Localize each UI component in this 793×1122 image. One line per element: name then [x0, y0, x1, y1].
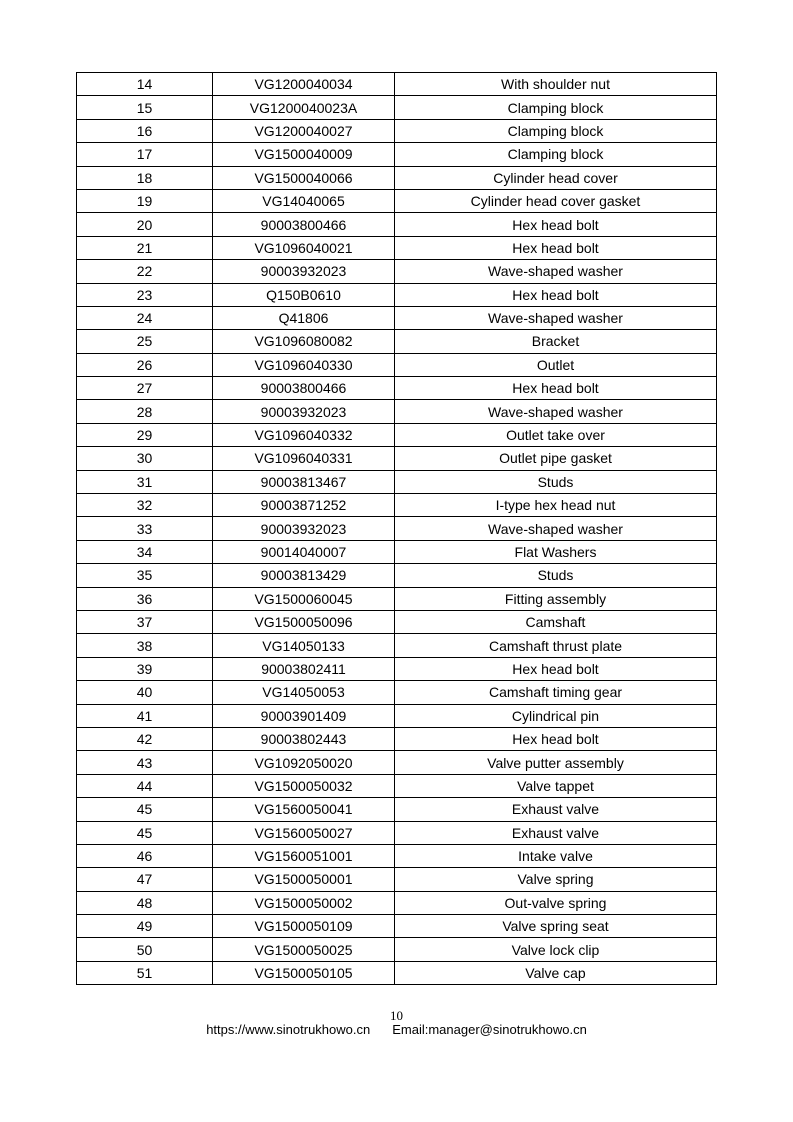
part-number-cell: 30: [77, 447, 213, 470]
part-number-cell: 18: [77, 166, 213, 189]
part-name-cell: Camshaft timing gear: [395, 681, 717, 704]
part-number-cell: 22: [77, 260, 213, 283]
table-row: [77, 961, 717, 984]
part-number-cell: 19: [77, 189, 213, 212]
part-number-cell: 47: [77, 868, 213, 891]
part-number-cell: 26: [77, 353, 213, 376]
part-code-cell: Q150B0610: [213, 283, 395, 306]
part-number-cell: 44: [77, 774, 213, 797]
part-code-cell: 90003932023: [213, 260, 395, 283]
part-number-cell: 14: [77, 73, 213, 96]
table-row: [77, 400, 717, 423]
table-row: [77, 681, 717, 704]
part-name-cell: Wave-shaped washer: [395, 400, 717, 423]
part-code-cell: VG1500050109: [213, 915, 395, 938]
table-row: [77, 494, 717, 517]
part-name-cell: Bracket: [395, 330, 717, 353]
part-code-cell: VG1500060045: [213, 587, 395, 610]
part-name-cell: Clamping block: [395, 143, 717, 166]
website-link[interactable]: https://www.sinotrukhowo.cn: [206, 1022, 371, 1037]
table-row: [77, 260, 717, 283]
part-code-cell: VG1560050027: [213, 821, 395, 844]
part-number-cell: 23: [77, 283, 213, 306]
part-number-cell: 51: [77, 961, 213, 984]
part-code-cell: VG1500050001: [213, 868, 395, 891]
part-number-cell: 49: [77, 915, 213, 938]
part-name-cell: Cylinder head cover: [395, 166, 717, 189]
table-row: [77, 353, 717, 376]
part-number-cell: 45: [77, 798, 213, 821]
part-number-cell: 45: [77, 821, 213, 844]
table-row: [77, 96, 717, 119]
table-row: [77, 517, 717, 540]
table-row: [77, 306, 717, 329]
part-name-cell: Valve lock clip: [395, 938, 717, 961]
part-name-cell: Studs: [395, 470, 717, 493]
part-code-cell: VG1500050096: [213, 610, 395, 633]
table-row: [77, 377, 717, 400]
part-number-cell: 35: [77, 564, 213, 587]
part-name-cell: Valve spring: [395, 868, 717, 891]
part-name-cell: Hex head bolt: [395, 213, 717, 236]
part-code-cell: VG14050053: [213, 681, 395, 704]
table-row: [77, 283, 717, 306]
part-number-cell: 29: [77, 423, 213, 446]
part-number-cell: 32: [77, 494, 213, 517]
parts-table-body: [77, 73, 717, 985]
table-row: [77, 938, 717, 961]
part-name-cell: Valve tappet: [395, 774, 717, 797]
part-name-cell: Camshaft thrust plate: [395, 634, 717, 657]
part-name-cell: Valve putter assembly: [395, 751, 717, 774]
part-name-cell: Fitting assembly: [395, 587, 717, 610]
table-row: [77, 774, 717, 797]
table-row: [77, 166, 717, 189]
table-row: [77, 213, 717, 236]
part-name-cell: Studs: [395, 564, 717, 587]
part-name-cell: Clamping block: [395, 96, 717, 119]
part-name-cell: Outlet take over: [395, 423, 717, 446]
part-name-cell: Outlet: [395, 353, 717, 376]
part-code-cell: 90014040007: [213, 540, 395, 563]
part-number-cell: 21: [77, 236, 213, 259]
part-name-cell: Cylindrical pin: [395, 704, 717, 727]
part-number-cell: 33: [77, 517, 213, 540]
part-number-cell: 50: [77, 938, 213, 961]
part-code-cell: VG1200040023A: [213, 96, 395, 119]
part-name-cell: Out-valve spring: [395, 891, 717, 914]
table-row: [77, 540, 717, 563]
table-row: [77, 564, 717, 587]
part-code-cell: 90003932023: [213, 400, 395, 423]
part-name-cell: Camshaft: [395, 610, 717, 633]
part-code-cell: 90003800466: [213, 213, 395, 236]
part-number-cell: 24: [77, 306, 213, 329]
part-code-cell: VG1560050041: [213, 798, 395, 821]
part-number-cell: 46: [77, 844, 213, 867]
part-number-cell: 15: [77, 96, 213, 119]
part-code-cell: 90003800466: [213, 377, 395, 400]
part-number-cell: 17: [77, 143, 213, 166]
part-name-cell: Exhaust valve: [395, 821, 717, 844]
part-name-cell: Hex head bolt: [395, 236, 717, 259]
table-row: [77, 587, 717, 610]
table-row: [77, 821, 717, 844]
table-row: [77, 447, 717, 470]
part-code-cell: VG14040065: [213, 189, 395, 212]
table-row: [77, 915, 717, 938]
page-footer: [0, 1022, 793, 1037]
part-number-cell: 38: [77, 634, 213, 657]
part-code-cell: VG1096080082: [213, 330, 395, 353]
part-code-cell: VG1500050002: [213, 891, 395, 914]
part-name-cell: Exhaust valve: [395, 798, 717, 821]
table-row: [77, 751, 717, 774]
table-row: [77, 657, 717, 680]
part-name-cell: I-type hex head nut: [395, 494, 717, 517]
table-row: [77, 610, 717, 633]
table-row: [77, 868, 717, 891]
part-code-cell: VG1500040066: [213, 166, 395, 189]
part-number-cell: 27: [77, 377, 213, 400]
part-name-cell: Wave-shaped washer: [395, 306, 717, 329]
part-number-cell: 37: [77, 610, 213, 633]
part-code-cell: VG1500050105: [213, 961, 395, 984]
table-row: [77, 844, 717, 867]
part-number-cell: 40: [77, 681, 213, 704]
table-row: [77, 470, 717, 493]
part-name-cell: With shoulder nut: [395, 73, 717, 96]
part-name-cell: Hex head bolt: [395, 727, 717, 750]
part-name-cell: Cylinder head cover gasket: [395, 189, 717, 212]
part-code-cell: VG1096040330: [213, 353, 395, 376]
part-number-cell: 41: [77, 704, 213, 727]
part-number-cell: 39: [77, 657, 213, 680]
table-row: [77, 119, 717, 142]
part-code-cell: VG1092050020: [213, 751, 395, 774]
part-name-cell: Hex head bolt: [395, 283, 717, 306]
part-code-cell: VG1200040034: [213, 73, 395, 96]
part-code-cell: VG1500050025: [213, 938, 395, 961]
part-name-cell: Clamping block: [395, 119, 717, 142]
part-code-cell: VG1096040021: [213, 236, 395, 259]
part-number-cell: 25: [77, 330, 213, 353]
part-code-cell: VG14050133: [213, 634, 395, 657]
parts-table: [76, 72, 717, 985]
part-name-cell: Flat Washers: [395, 540, 717, 563]
part-code-cell: 90003802411: [213, 657, 395, 680]
table-row: [77, 236, 717, 259]
table-row: [77, 634, 717, 657]
table-row: [77, 189, 717, 212]
part-code-cell: 90003932023: [213, 517, 395, 540]
part-name-cell: Hex head bolt: [395, 657, 717, 680]
part-number-cell: 36: [77, 587, 213, 610]
part-name-cell: Intake valve: [395, 844, 717, 867]
part-code-cell: VG1096040331: [213, 447, 395, 470]
part-code-cell: 90003901409: [213, 704, 395, 727]
part-number-cell: 31: [77, 470, 213, 493]
table-row: [77, 704, 717, 727]
part-number-cell: 48: [77, 891, 213, 914]
part-code-cell: VG1200040027: [213, 119, 395, 142]
part-code-cell: 90003871252: [213, 494, 395, 517]
part-code-cell: VG1500050032: [213, 774, 395, 797]
part-code-cell: VG1096040332: [213, 423, 395, 446]
email-link[interactable]: Email:manager@sinotrukhowo.cn: [392, 1022, 587, 1037]
part-name-cell: Outlet pipe gasket: [395, 447, 717, 470]
part-number-cell: 34: [77, 540, 213, 563]
part-code-cell: VG1500040009: [213, 143, 395, 166]
table-row: [77, 891, 717, 914]
part-name-cell: Valve cap: [395, 961, 717, 984]
part-code-cell: 90003802443: [213, 727, 395, 750]
part-code-cell: Q41806: [213, 306, 395, 329]
part-name-cell: Wave-shaped washer: [395, 517, 717, 540]
part-number-cell: 28: [77, 400, 213, 423]
part-code-cell: VG1560051001: [213, 844, 395, 867]
part-number-cell: 43: [77, 751, 213, 774]
table-row: [77, 798, 717, 821]
table-row: [77, 727, 717, 750]
part-name-cell: Hex head bolt: [395, 377, 717, 400]
part-number-cell: 42: [77, 727, 213, 750]
part-name-cell: Valve spring seat: [395, 915, 717, 938]
part-code-cell: 90003813467: [213, 470, 395, 493]
table-row: [77, 73, 717, 96]
page-number: 10: [390, 1008, 403, 1023]
table-row: [77, 330, 717, 353]
part-number-cell: 20: [77, 213, 213, 236]
part-number-cell: 16: [77, 119, 213, 142]
part-name-cell: Wave-shaped washer: [395, 260, 717, 283]
part-code-cell: 90003813429: [213, 564, 395, 587]
table-row: [77, 143, 717, 166]
table-row: [77, 423, 717, 446]
